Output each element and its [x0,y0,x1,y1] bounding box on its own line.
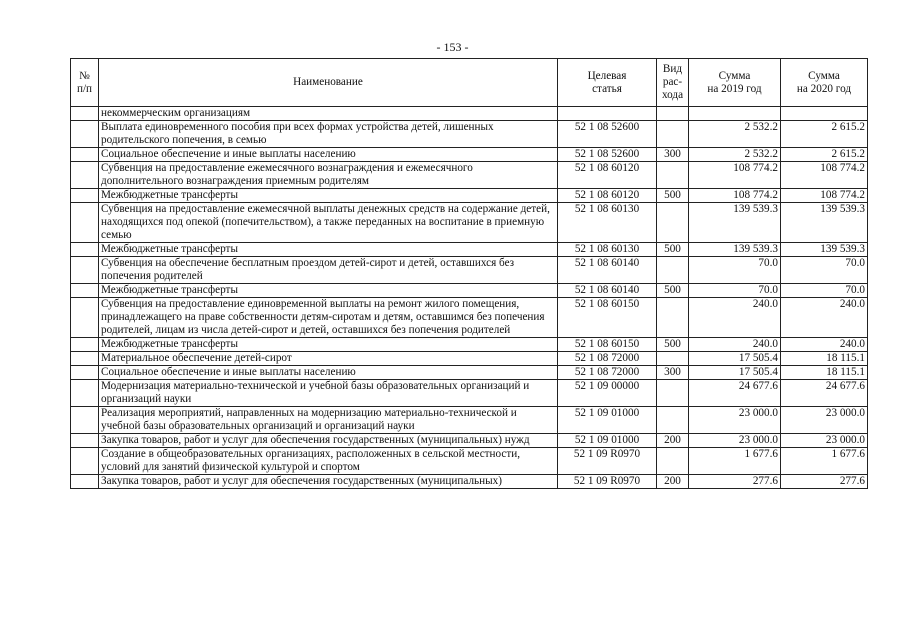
row-target-article-cell: 52 1 08 72000 [558,366,657,380]
row-number-cell [71,475,99,489]
row-sum-2019-cell: 17 505.4 [689,366,781,380]
row-number-cell [71,189,99,203]
row-sum-2020-cell: 70.0 [781,284,868,298]
row-number-cell [71,448,99,475]
row-sum-2019-cell [689,107,781,121]
row-sum-2020-cell: 18 115.1 [781,366,868,380]
header-number: № п/п [71,59,99,107]
row-expense-type-cell [657,352,689,366]
table-row [71,475,868,489]
row-sum-2020-cell: 2 615.2 [781,121,868,148]
row-number-cell [71,366,99,380]
row-target-article-cell: 52 1 08 60140 [558,257,657,284]
row-target-article-cell: 52 1 08 60120 [558,189,657,203]
row-target-article-cell: 52 1 08 60150 [558,298,657,338]
row-number-cell [71,298,99,338]
header-target-article: Целевая статья [558,59,657,107]
row-sum-2019-cell: 70.0 [689,284,781,298]
row-target-article-cell: 52 1 08 72000 [558,352,657,366]
row-name-cell: Создание в общеобразовательных организациях, расположенных в сельской местности, условий для занятий физической культурой и спортом [99,448,558,475]
row-expense-type-cell: 200 [657,434,689,448]
table-row [71,407,868,434]
budget-table [70,58,868,489]
row-target-article-cell: 52 1 08 60120 [558,162,657,189]
row-target-article-cell: 52 1 09 01000 [558,407,657,434]
row-number-cell [71,162,99,189]
row-number-cell [71,243,99,257]
row-name-cell: Субвенция на предоставление единовременной выплаты на ремонт жилого помещения, принадлежащего на праве собственности детям-сиротам и детям, оставшимся без попечения родителей, лицам из числа детей-сирот и детей, оставшихся без попечения родителей [99,298,558,338]
row-target-article-cell: 52 1 08 60130 [558,243,657,257]
row-expense-type-cell [657,380,689,407]
row-sum-2020-cell: 277.6 [781,475,868,489]
row-target-article-cell: 52 1 09 01000 [558,434,657,448]
row-name-cell: Закупка товаров, работ и услуг для обеспечения государственных (муниципальных) [99,475,558,489]
row-name-cell: Межбюджетные трансферты [99,284,558,298]
table-row [71,434,868,448]
row-name-cell: Межбюджетные трансферты [99,338,558,352]
row-sum-2019-cell: 2 532.2 [689,148,781,162]
row-number-cell [71,107,99,121]
table-row [71,189,868,203]
row-number-cell [71,148,99,162]
table-row [71,338,868,352]
row-expense-type-cell: 500 [657,189,689,203]
row-sum-2019-cell: 17 505.4 [689,352,781,366]
row-name-cell: Межбюджетные трансферты [99,243,558,257]
row-number-cell [71,257,99,284]
row-number-cell [71,434,99,448]
header-sum-2020: Сумма на 2020 год [781,59,868,107]
row-target-article-cell: 52 1 08 60130 [558,203,657,243]
row-target-article-cell: 52 1 08 52600 [558,148,657,162]
row-name-cell: Субвенция на предоставление ежемесячной выплаты денежных средств на содержание детей, находящихся под опекой (попечительством), а также переданных на воспитание в приемную семью [99,203,558,243]
row-sum-2019-cell: 139 539.3 [689,203,781,243]
row-number-cell [71,121,99,148]
page-number: - 153 - [436,40,469,54]
row-expense-type-cell [657,107,689,121]
row-sum-2019-cell: 2 532.2 [689,121,781,148]
table-row [71,352,868,366]
row-target-article-cell: 52 1 09 00000 [558,380,657,407]
row-name-cell: некоммерческим организациям [99,107,558,121]
row-sum-2020-cell: 2 615.2 [781,148,868,162]
table-row [71,380,868,407]
row-number-cell [71,380,99,407]
row-number-cell [71,352,99,366]
row-name-cell: Социальное обеспечение и иные выплаты населению [99,366,558,380]
row-sum-2019-cell: 240.0 [689,298,781,338]
row-sum-2019-cell: 1 677.6 [689,448,781,475]
row-name-cell: Межбюджетные трансферты [99,189,558,203]
table-row [71,107,868,121]
row-expense-type-cell [657,448,689,475]
row-target-article-cell: 52 1 08 52600 [558,121,657,148]
row-expense-type-cell: 500 [657,338,689,352]
row-sum-2019-cell: 108 774.2 [689,162,781,189]
row-target-article-cell: 52 1 09 R0970 [558,475,657,489]
row-expense-type-cell [657,407,689,434]
row-expense-type-cell: 300 [657,366,689,380]
row-sum-2020-cell: 240.0 [781,338,868,352]
row-number-cell [71,338,99,352]
row-expense-type-cell [657,203,689,243]
row-expense-type-cell: 300 [657,148,689,162]
row-name-cell: Модернизация материально-технической и учебной базы образовательных организаций и организаций науки [99,380,558,407]
table-row [71,257,868,284]
row-expense-type-cell [657,257,689,284]
row-sum-2020-cell: 23 000.0 [781,434,868,448]
row-expense-type-cell [657,121,689,148]
table-row [71,203,868,243]
row-number-cell [71,203,99,243]
row-name-cell: Субвенция на предоставление ежемесячного вознаграждения и ежемесячного дополнительного вознаграждения приемным родителям [99,162,558,189]
row-number-cell [71,407,99,434]
table-row [71,448,868,475]
row-expense-type-cell [657,162,689,189]
row-sum-2019-cell: 23 000.0 [689,434,781,448]
header-sum-2019: Сумма на 2019 год [689,59,781,107]
row-sum-2020-cell [781,107,868,121]
row-number-cell [71,284,99,298]
row-sum-2020-cell: 24 677.6 [781,380,868,407]
row-sum-2019-cell: 139 539.3 [689,243,781,257]
row-sum-2019-cell: 277.6 [689,475,781,489]
row-expense-type-cell: 500 [657,243,689,257]
table-header-row [71,59,868,107]
row-sum-2020-cell: 139 539.3 [781,203,868,243]
row-name-cell: Закупка товаров, работ и услуг для обеспечения государственных (муниципальных) нужд [99,434,558,448]
table-body [71,107,868,489]
row-sum-2019-cell: 240.0 [689,338,781,352]
row-sum-2020-cell: 70.0 [781,257,868,284]
row-target-article-cell [558,107,657,121]
header-name: Наименование [99,59,558,107]
table-row [71,121,868,148]
row-name-cell: Выплата единовременного пособия при всех формах устройства детей, лишенных родительского попечения, в семью [99,121,558,148]
header-expense-type: Вид рас- хода [657,59,689,107]
row-name-cell: Материальное обеспечение детей-сирот [99,352,558,366]
row-target-article-cell: 52 1 09 R0970 [558,448,657,475]
table-row [71,243,868,257]
row-name-cell: Субвенция на обеспечение бесплатным проездом детей-сирот и детей, оставшихся без попечения родителей [99,257,558,284]
row-name-cell: Реализация мероприятий, направленных на модернизацию материально-технической и учебной базы образовательных организаций и организаций науки [99,407,558,434]
row-sum-2019-cell: 108 774.2 [689,189,781,203]
row-sum-2020-cell: 108 774.2 [781,162,868,189]
row-sum-2019-cell: 24 677.6 [689,380,781,407]
row-target-article-cell: 52 1 08 60140 [558,284,657,298]
table-row [71,366,868,380]
row-expense-type-cell: 200 [657,475,689,489]
table-row [71,284,868,298]
row-sum-2020-cell: 18 115.1 [781,352,868,366]
row-target-article-cell: 52 1 08 60150 [558,338,657,352]
row-sum-2019-cell: 23 000.0 [689,407,781,434]
row-expense-type-cell: 500 [657,284,689,298]
table-row [71,162,868,189]
row-sum-2020-cell: 108 774.2 [781,189,868,203]
row-sum-2020-cell: 139 539.3 [781,243,868,257]
row-sum-2019-cell: 70.0 [689,257,781,284]
table-row [71,298,868,338]
row-name-cell: Социальное обеспечение и иные выплаты населению [99,148,558,162]
row-sum-2020-cell: 1 677.6 [781,448,868,475]
table-row [71,148,868,162]
row-sum-2020-cell: 23 000.0 [781,407,868,434]
row-expense-type-cell [657,298,689,338]
row-sum-2020-cell: 240.0 [781,298,868,338]
